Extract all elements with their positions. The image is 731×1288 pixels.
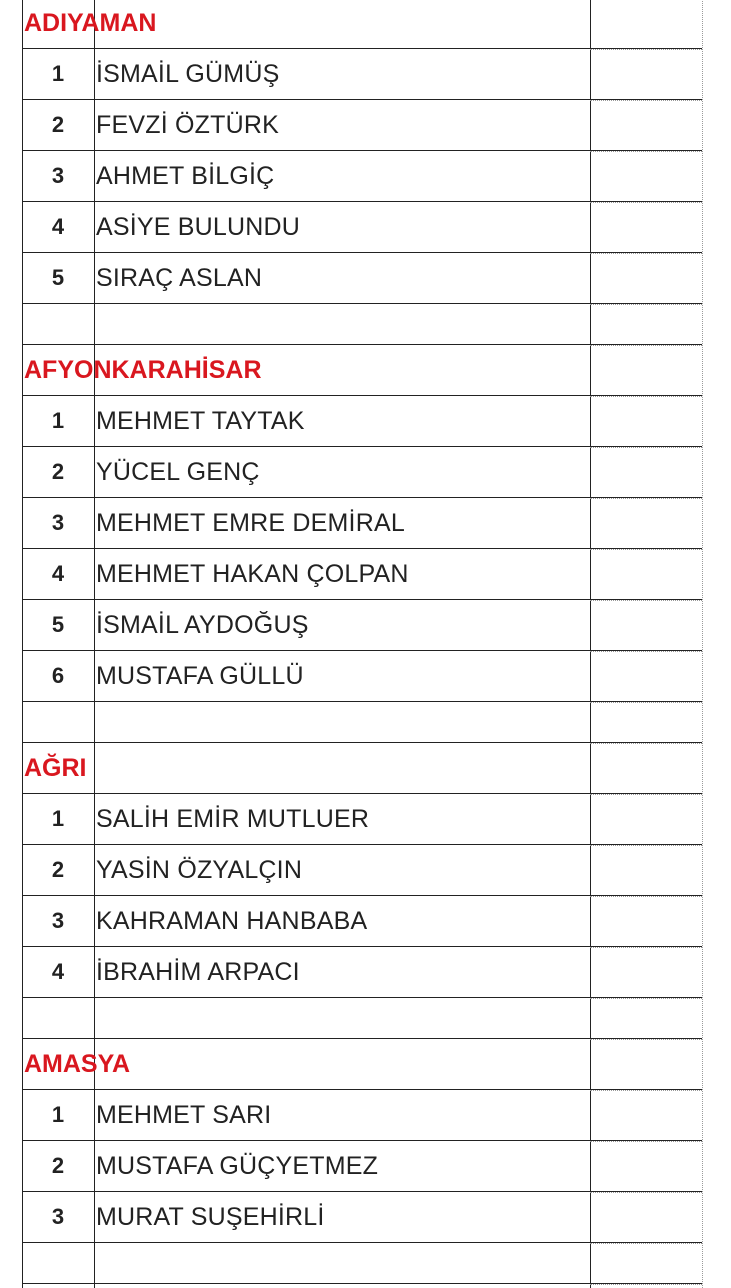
candidate-name: MEHMET TAYTAK [96,406,305,435]
candidate-number: 2 [51,112,65,137]
candidate-row[interactable] [22,1090,702,1141]
candidate-name: YÜCEL GENÇ [96,457,260,486]
candidate-number: 2 [51,857,65,882]
candidate-list-table [22,0,702,1284]
candidate-name: İSMAİL AYDOĞUŞ [96,610,309,639]
candidate-number: 5 [51,265,65,290]
candidate-row[interactable] [22,845,702,896]
candidate-row[interactable] [22,1141,702,1192]
blank-spacer-row[interactable] [22,304,702,345]
candidate-number: 1 [51,408,65,433]
candidate-name: SALİH EMİR MUTLUER [96,804,370,833]
candidate-number: 6 [51,663,65,688]
candidate-row[interactable] [22,447,702,498]
blank-spacer-row[interactable] [22,702,702,743]
candidate-row[interactable] [22,600,702,651]
candidate-row[interactable] [22,498,702,549]
candidate-number: 3 [51,510,65,535]
candidate-number: 3 [51,908,65,933]
candidate-name: YASİN ÖZYALÇIN [96,855,303,884]
province-name: AFYONKARAHİSAR [24,355,262,384]
blank-spacer-row[interactable] [22,998,702,1039]
candidate-row[interactable] [22,651,702,702]
candidate-row[interactable] [22,253,702,304]
candidate-row[interactable] [22,49,702,100]
candidate-row[interactable] [22,396,702,447]
candidate-number: 1 [51,1102,65,1127]
candidate-number: 4 [51,214,65,239]
candidate-name: İBRAHİM ARPACI [96,957,300,986]
candidate-name: ASİYE BULUNDU [96,212,301,241]
candidate-name: MEHMET HAKAN ÇOLPAN [96,559,409,588]
candidate-number: 3 [51,163,65,188]
dotted-gridline [590,1284,702,1285]
candidate-row[interactable] [22,100,702,151]
candidate-number: 3 [51,1204,65,1229]
candidate-number: 1 [51,806,65,831]
province-name: AMASYA [24,1049,131,1078]
candidate-name: İSMAİL GÜMÜŞ [96,59,280,88]
candidate-row[interactable] [22,202,702,253]
candidate-name: KAHRAMAN HANBABA [96,906,368,935]
grid-line-right [702,0,703,1288]
candidate-number: 5 [51,612,65,637]
candidate-name: MUSTAFA GÜÇYETMEZ [96,1151,379,1180]
candidate-row[interactable] [22,947,702,998]
candidate-number: 1 [51,61,65,86]
candidate-row[interactable] [22,151,702,202]
candidate-name: FEVZİ ÖZTÜRK [96,110,279,139]
candidate-name: MEHMET EMRE DEMİRAL [96,508,405,537]
candidate-row[interactable] [22,794,702,845]
province-header-row[interactable] [22,345,702,396]
province-name: ADIYAMAN [24,8,157,37]
province-header-row[interactable] [22,1039,702,1090]
candidate-name: MUSTAFA GÜLLÜ [96,661,304,690]
province-header-row[interactable] [22,743,702,794]
candidate-row[interactable] [22,896,702,947]
blank-spacer-row[interactable] [22,1243,702,1284]
province-header-row[interactable] [22,0,702,49]
candidate-number: 4 [51,959,65,984]
candidate-name: AHMET BİLGİÇ [96,161,275,190]
candidate-name: MEHMET SARI [96,1100,272,1129]
candidate-row[interactable] [22,1192,702,1243]
candidate-name: MURAT SUŞEHİRLİ [96,1202,325,1231]
candidate-row[interactable] [22,549,702,600]
candidate-number: 2 [51,459,65,484]
province-name: AĞRI [24,753,87,782]
candidate-name: SIRAÇ ASLAN [96,263,263,292]
candidate-number: 4 [51,561,65,586]
candidate-number: 2 [51,1153,65,1178]
